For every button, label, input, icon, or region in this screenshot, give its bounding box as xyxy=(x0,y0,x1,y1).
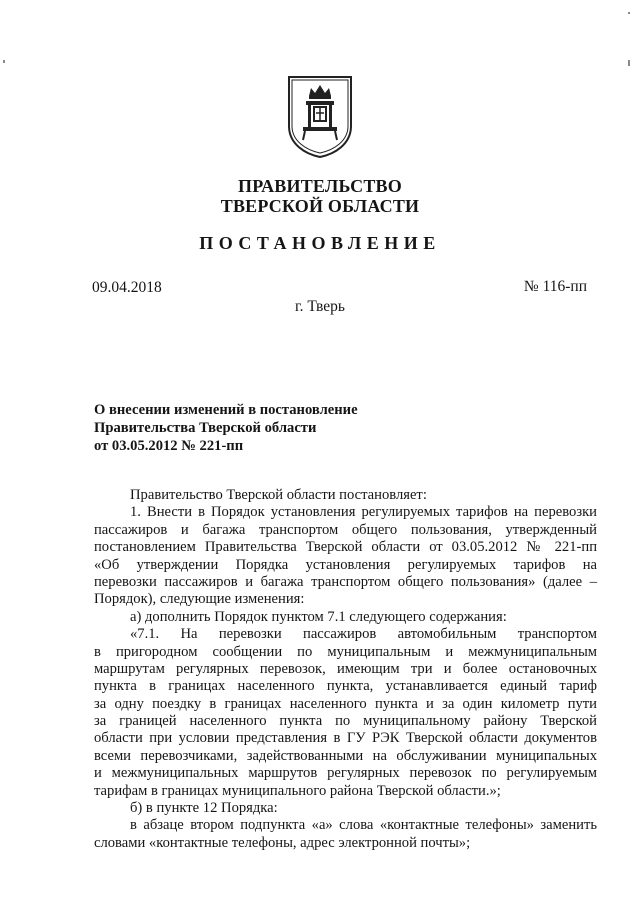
scan-artifact xyxy=(628,60,630,66)
subject-line: от 03.05.2012 № 221-пп xyxy=(94,438,244,454)
document-number: № 116-пп xyxy=(523,278,587,295)
document-date: 09.04.2018 xyxy=(92,279,162,296)
body-line: перевозки пассажиров и багажа транспортом общего пользования» (далее – xyxy=(94,573,597,590)
subject-line: Правительства Тверской области xyxy=(94,420,317,436)
body-line: Порядок), следующие изменения: xyxy=(94,591,305,608)
org-name-line1: ПРАВИТЕЛЬСТВО xyxy=(238,176,402,196)
body-line: в пригородном сообщении по муниципальным и межмуниципальным xyxy=(94,643,597,660)
body-line: в абзаце втором подпункта «а» слова «контактные телефоны» заменить xyxy=(130,817,597,834)
body-line: за границей населенного пункта по муниципальному району Тверской xyxy=(94,713,597,730)
body-line: а) дополнить Порядок пунктом 7.1 следующего содержания: xyxy=(130,608,507,625)
document-city: г. Тверь xyxy=(295,298,345,315)
body-line: «Об утверждении Порядка установления регулируемых тарифов на xyxy=(94,556,597,573)
body-line: б) в пункте 12 Порядка: xyxy=(130,800,278,817)
body-line: пассажиров и багажа транспортом общего пользования, утвержденный xyxy=(94,521,597,538)
body-line: области при условии представления в ГУ РЭК Тверской области документов xyxy=(94,730,597,747)
body-line: 1. Внести в Порядок установления регулируемых тарифов на перевозки xyxy=(130,504,597,521)
body-line: за одну поездку в границах населенного пункта и за один километр пути xyxy=(94,695,597,712)
body-line: словами «контактные телефоны, адрес электронной почты»; xyxy=(94,834,471,851)
body-line: постановлением Правительства Тверской области от 03.05.2012 № 221-пп xyxy=(94,539,597,556)
body-line: маршрутам регулярных перевозок, имеющим три и более остановочных xyxy=(94,660,597,677)
scan-artifact xyxy=(3,60,5,63)
body-line: и межмуниципальных маршрутов регулярных перевозок по регулируемым xyxy=(94,765,597,782)
body-line: пункта в границах населенного пункта, устанавливается единый тариф xyxy=(94,678,597,695)
document-subject xyxy=(94,401,358,455)
body-line: Правительство Тверской области постановляет: xyxy=(130,487,427,503)
body-line: всеми перевозчиками, задействованными на обслуживании муниципальных xyxy=(94,747,597,764)
coat-of-arms-icon xyxy=(285,74,355,158)
document-body xyxy=(94,487,597,852)
body-line: «7.1. На перевозки пассажиров автомобильным транспортом xyxy=(130,626,597,643)
body-line: тарифам в границах муниципального района Тверской области.»; xyxy=(94,782,501,799)
org-name-line2: ТВЕРСКОЙ ОБЛАСТИ xyxy=(220,196,420,216)
scan-artifact xyxy=(628,12,630,14)
document-type: ПОСТАНОВЛЕНИЕ xyxy=(199,233,441,253)
subject-line: О внесении изменений в постановление xyxy=(94,402,358,418)
